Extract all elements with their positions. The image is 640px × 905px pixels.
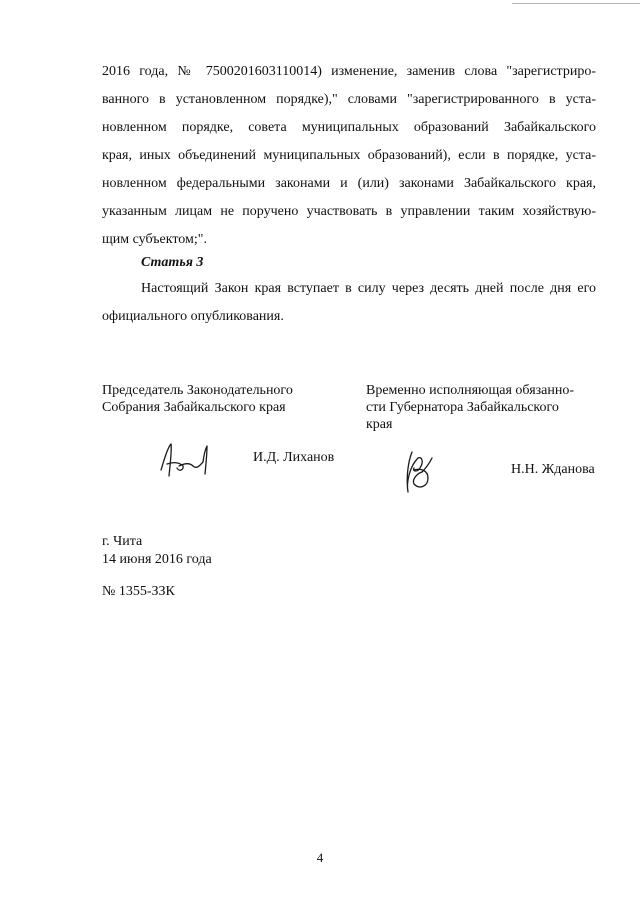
paragraph-line-7: щим субъектом;".: [102, 232, 207, 247]
page-number: 4: [316, 850, 324, 865]
left-handwritten-signature: [157, 440, 215, 480]
right-signatory-title-3: края: [366, 417, 393, 432]
paragraph-line-5: новленном федеральными законами и (или) законами Забайкальского края,: [102, 176, 596, 191]
right-signatory-name: Н.Н. Жданова: [511, 462, 595, 477]
article-3-heading: Статья 3: [141, 255, 204, 270]
left-signatory-title-1: Председатель Законодательного: [102, 383, 293, 398]
left-signatory-title-2: Собрания Забайкальского края: [102, 400, 286, 415]
top-edge-line: [512, 3, 640, 4]
city: г. Чита: [102, 534, 143, 549]
right-signatory-title-2: сти Губернатора Забайкальского: [366, 400, 559, 415]
paragraph-line-1: 2016 года, № 7500201603110014) изменение, заменив слова "зарегистриро-: [102, 64, 596, 79]
article-3-line-2: официального опубликования.: [102, 309, 284, 324]
date: 14 июня 2016 года: [102, 552, 212, 567]
right-handwritten-signature: [398, 448, 438, 496]
paragraph-line-4: края, иных объединений муниципальных образований), если в порядке, уста-: [102, 148, 596, 163]
paragraph-line-3: новленном порядке, совета муниципальных образований Забайкальского: [102, 120, 596, 135]
law-number: № 1355-ЗЗК: [102, 584, 175, 599]
left-signatory-name: И.Д. Лиханов: [253, 450, 335, 465]
right-signatory-title-1: Временно исполняющая обязанно-: [366, 383, 575, 398]
paragraph-line-2: ванного в установленном порядке)," словами "зарегистрированного в уста-: [102, 92, 596, 107]
paragraph-line-6: указанным лицам не поручено участвовать в управлении таким хозяйствую-: [102, 204, 596, 219]
article-3-line-1: Настоящий Закон края вступает в силу через десять дней после дня его: [141, 281, 596, 296]
